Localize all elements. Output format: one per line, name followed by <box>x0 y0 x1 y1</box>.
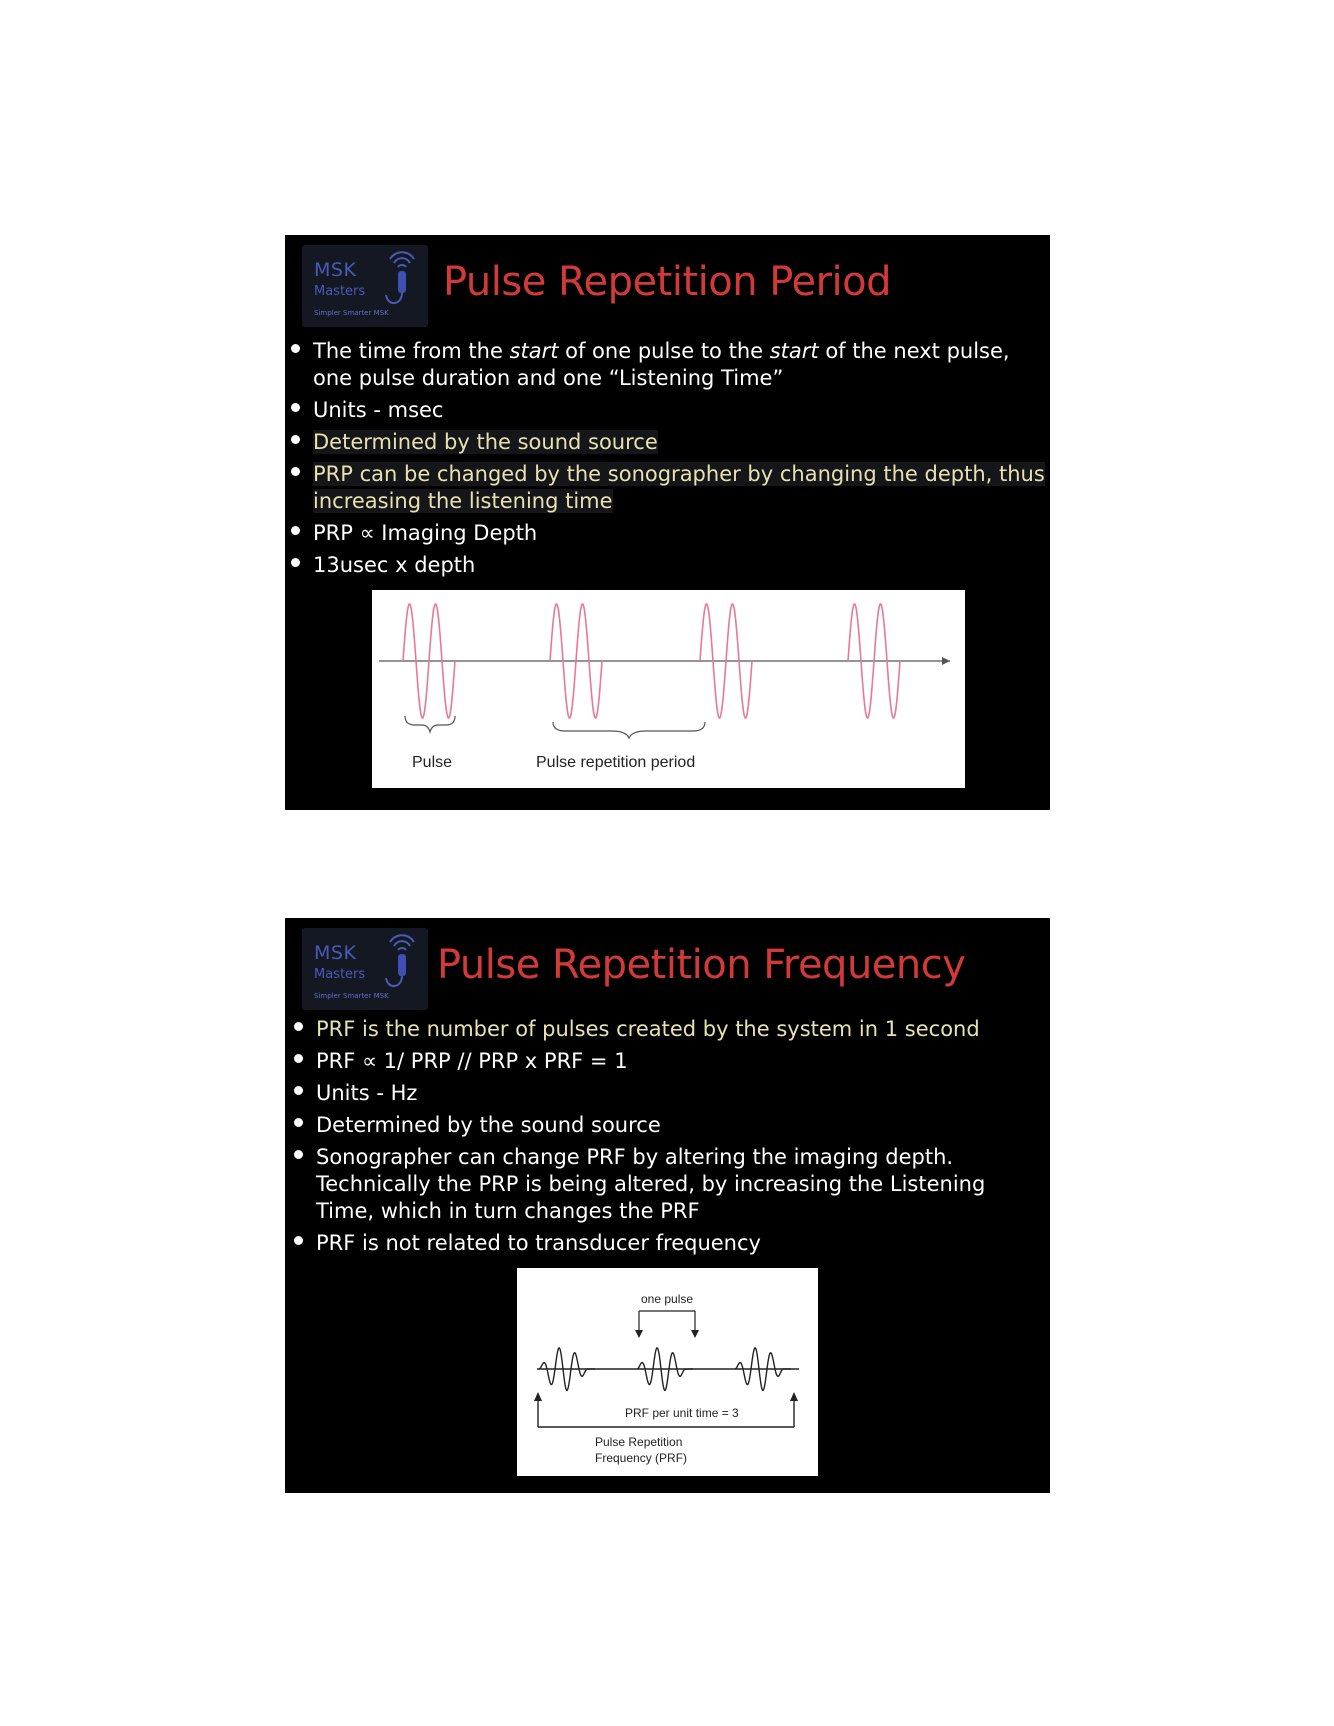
bullet-prf-definition: PRF is the number of pulses created by the system in 1 second <box>288 1016 1048 1043</box>
label-caption-line1: Pulse Repetition <box>595 1435 683 1449</box>
bullet-list <box>288 1016 1048 1262</box>
pulse-repetition-frequency-diagram <box>517 1268 818 1476</box>
label-caption-line2: Frequency (PRF) <box>595 1451 688 1465</box>
logo-text-msk: MSK <box>314 942 357 964</box>
bullet-sonographer-change: Sonographer can change PRF by altering the imaging depth. Technically the PRP is being altered, by increasing the Listening Time, which in turn changes the PRF <box>288 1144 1048 1225</box>
pulse-bracket <box>405 716 455 732</box>
label-pulse-repetition-period: Pulse repetition period <box>536 754 696 771</box>
logo-text-masters: Masters <box>314 967 366 982</box>
pulse-repetition-period-diagram <box>372 590 965 788</box>
bullet-changed-by-sonographer: PRP can be changed by the sonographer by changing the depth, thus increasing the listening time <box>285 461 1045 515</box>
bullet-units: Units - msec <box>285 397 1045 424</box>
bullet-13usec: 13usec x depth <box>285 552 1045 579</box>
label-pulse: Pulse <box>412 754 453 771</box>
msk-masters-logo <box>302 245 428 327</box>
bullet-prf-formula: PRF ∝ 1/ PRP // PRP x PRF = 1 <box>288 1048 1048 1075</box>
bullet-not-related: PRF is not related to transducer frequency <box>288 1230 1048 1257</box>
bullet-determined-by: Determined by the sound source <box>285 429 1045 456</box>
slide-title: Pulse Repetition Period <box>443 259 892 305</box>
slide-pulse-repetition-period <box>285 235 1050 810</box>
time-axis-arrow <box>942 657 950 665</box>
ultrasound-probe-icon <box>380 932 424 994</box>
logo-text-msk: MSK <box>314 259 357 281</box>
slide-pulse-repetition-frequency <box>285 918 1050 1493</box>
label-prf-per-unit-time: PRF per unit time = 3 <box>625 1406 739 1420</box>
label-one-pulse: one pulse <box>641 1292 694 1306</box>
period-bracket <box>553 722 705 738</box>
logo-text-masters: Masters <box>314 284 366 299</box>
bullet-determined-by: Determined by the sound source <box>288 1112 1048 1139</box>
bullet-proportional-depth: PRP ∝ Imaging Depth <box>285 520 1045 547</box>
slide-title: Pulse Repetition Frequency <box>437 942 966 988</box>
bullet-definition: The time from the start of one pulse to the start of the next pulse, one pulse duration and one “Listening Time” <box>285 338 1045 392</box>
ultrasound-probe-icon <box>380 249 424 311</box>
logo-tagline: Simpler Smarter MSK <box>314 992 389 1000</box>
msk-masters-logo <box>302 928 428 1010</box>
bullet-units: Units - Hz <box>288 1080 1048 1107</box>
logo-tagline: Simpler Smarter MSK <box>314 309 389 317</box>
bullet-list <box>285 338 1045 584</box>
